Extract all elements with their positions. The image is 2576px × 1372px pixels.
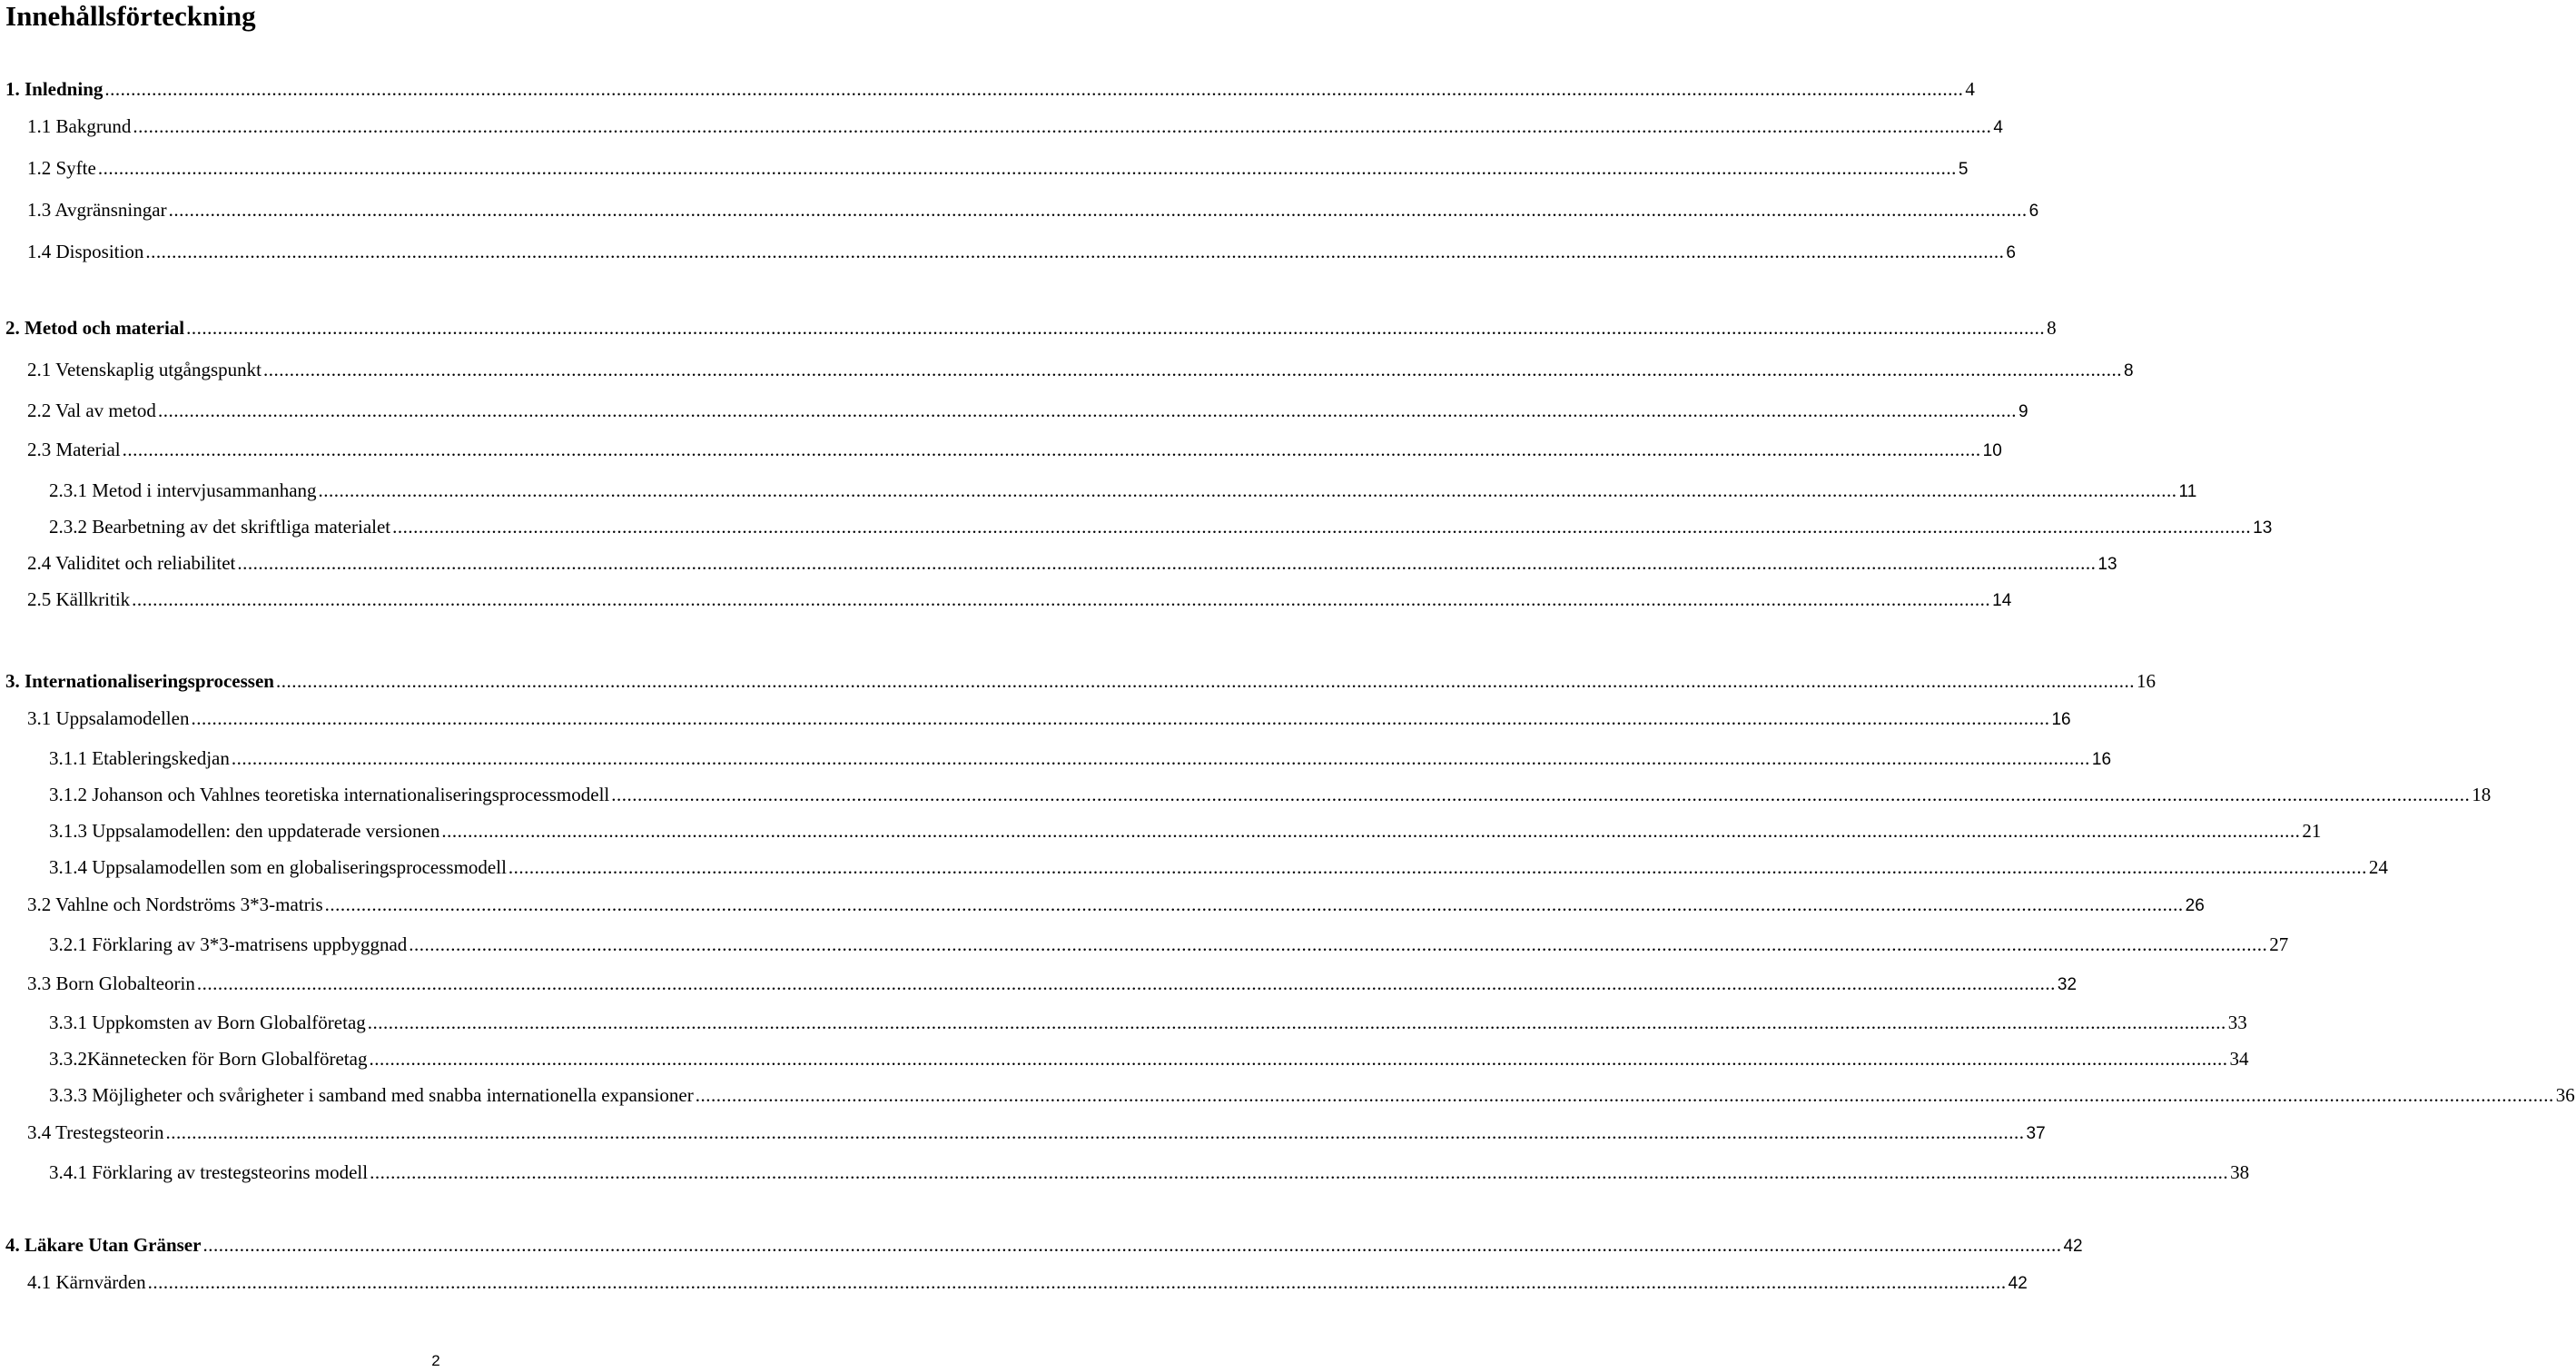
toc-entry-label: 2.2 Val av metod	[27, 400, 156, 421]
dot-leader: ....................................................................................................................................................................................................................................................................................................................................................................	[145, 241, 2005, 262]
toc-entry-label: 3.3.1 Uppkomsten av Born Globalföretag	[49, 1012, 366, 1033]
toc-entry-label: 2.3.2 Bearbetning av det skriftliga materialet	[49, 516, 391, 538]
dot-leader: ....................................................................................................................................................................................................................................................................................................................................................................	[370, 1161, 2229, 1183]
toc-entry-page: 18	[2472, 784, 2492, 805]
dot-leader: ....................................................................................................................................................................................................................................................................................................................................................................	[122, 439, 1981, 460]
toc-entry-page: 6	[2006, 243, 2016, 262]
dot-leader: ....................................................................................................................................................................................................................................................................................................................................................................	[318, 479, 2177, 501]
toc-entry[interactable]	[27, 240, 2016, 263]
toc-entry-label: 3.2 Vahlne och Nordströms 3*3-matris	[27, 893, 323, 915]
toc-entry[interactable]	[5, 77, 1975, 101]
dot-leader: ....................................................................................................................................................................................................................................................................................................................................................................	[611, 784, 2471, 805]
toc-entry-page: 10	[1982, 441, 2002, 460]
toc-entry-label: 3.1.4 Uppsalamodellen som en globaliseringsprocessmodell	[49, 856, 507, 878]
toc-entry[interactable]	[27, 706, 2071, 730]
toc-entry-label: 2. Metod och material	[5, 317, 185, 339]
toc-entry-page: 21	[2302, 820, 2322, 842]
dot-leader: ....................................................................................................................................................................................................................................................................................................................................................................	[263, 359, 2123, 380]
toc-entry[interactable]	[49, 746, 2112, 770]
toc-entry[interactable]	[49, 1047, 2249, 1071]
toc-entry-label: 3.1.2 Johanson och Vahlnes teoretiska internationaliseringsprocessmodell	[49, 784, 610, 805]
toc-entry-label: 1.2 Syfte	[27, 157, 96, 179]
dot-leader: ....................................................................................................................................................................................................................................................................................................................................................................	[97, 157, 1957, 179]
toc-entry[interactable]	[27, 893, 2205, 916]
toc-entry-page: 34	[2229, 1048, 2249, 1070]
toc-entry-label: 3.3.3 Möjligheter och svårigheter i samband med snabba internationella expansioner	[49, 1084, 694, 1106]
dot-leader: ....................................................................................................................................................................................................................................................................................................................................................................	[168, 199, 2028, 221]
dot-leader: ....................................................................................................................................................................................................................................................................................................................................................................	[191, 707, 2050, 729]
toc-entry[interactable]	[5, 669, 2156, 693]
toc-entry-page: 16	[2051, 710, 2071, 729]
toc-entry-page: 42	[2008, 1274, 2028, 1293]
page-number: 2	[431, 1352, 440, 1369]
toc-entry-page: 42	[2063, 1237, 2083, 1256]
toc-entry[interactable]	[5, 316, 2057, 340]
dot-leader: ....................................................................................................................................................................................................................................................................................................................................................................	[441, 820, 2301, 842]
toc-entry-page: 27	[2269, 933, 2289, 955]
dot-leader: ....................................................................................................................................................................................................................................................................................................................................................................	[392, 516, 2252, 538]
toc-entry[interactable]	[27, 587, 2012, 611]
toc-entry[interactable]	[49, 855, 2388, 879]
dot-leader: ....................................................................................................................................................................................................................................................................................................................................................................	[231, 747, 2090, 769]
toc-entry-label: 2.4 Validitet och reliabilitet	[27, 552, 236, 574]
toc-entry-page: 32	[2057, 975, 2078, 994]
toc-entry-page: 9	[2018, 402, 2028, 421]
dot-leader: ....................................................................................................................................................................................................................................................................................................................................................................	[367, 1012, 2226, 1033]
dot-leader: ....................................................................................................................................................................................................................................................................................................................................................................	[275, 670, 2135, 692]
dot-leader: ....................................................................................................................................................................................................................................................................................................................................................................	[157, 400, 2017, 421]
toc-entry-label: 3.3.2Kännetecken för Born Globalföretag	[49, 1048, 368, 1070]
toc-entry-page: 8	[2124, 361, 2134, 380]
toc-entry-page: 33	[2227, 1012, 2247, 1033]
dot-leader: ....................................................................................................................................................................................................................................................................................................................................................................	[202, 1234, 2062, 1256]
dot-leader: ....................................................................................................................................................................................................................................................................................................................................................................	[409, 933, 2268, 955]
dot-leader: ....................................................................................................................................................................................................................................................................................................................................................................	[147, 1271, 2007, 1293]
toc-entry-label: 3.4.1 Förklaring av trestegsteorins modell	[49, 1161, 369, 1183]
toc-entry-label: 4.1 Kärnvärden	[27, 1271, 146, 1293]
toc-entry-label: 3.2.1 Förklaring av 3*3-matrisens uppbyggnad	[49, 933, 408, 955]
toc-entry[interactable]	[49, 1011, 2247, 1034]
toc-entry[interactable]	[27, 551, 2117, 575]
toc-entry[interactable]	[27, 399, 2028, 422]
toc-entry[interactable]	[27, 358, 2134, 381]
toc-entry[interactable]	[27, 198, 2039, 222]
toc-entry-label: 3.1.3 Uppsalamodellen: den uppdaterade versionen	[49, 820, 440, 842]
toc-entry-label: 2.5 Källkritik	[27, 588, 131, 610]
dot-leader: ....................................................................................................................................................................................................................................................................................................................................................................	[104, 78, 1964, 100]
toc-entry-page: 14	[1992, 591, 2012, 610]
toc-entry-page: 16	[2091, 750, 2112, 769]
toc-title: Innehållsförteckning	[5, 0, 256, 32]
toc-entry-page: 37	[2026, 1124, 2046, 1143]
toc-entry-label: 2.3.1 Metod i intervjusammanhang	[49, 479, 317, 501]
toc-entry-label: 3.1 Uppsalamodellen	[27, 707, 190, 729]
toc-entry-label: 2.1 Vetenskaplig utgångspunkt	[27, 359, 262, 380]
toc-entry-page: 4	[1993, 118, 2003, 137]
toc-entry-label: 3.3 Born Globalteorin	[27, 972, 195, 994]
dot-leader: ....................................................................................................................................................................................................................................................................................................................................................................	[369, 1048, 2228, 1070]
toc-entry[interactable]	[49, 515, 2273, 538]
toc-entry-page: 4	[1965, 78, 1975, 100]
toc-entry[interactable]	[49, 479, 2197, 502]
dot-leader: ....................................................................................................................................................................................................................................................................................................................................................................	[695, 1084, 2554, 1106]
toc-entry[interactable]	[27, 972, 2078, 995]
toc-entry[interactable]	[27, 156, 1969, 180]
toc-entry-page: 8	[2047, 317, 2057, 339]
toc-entry[interactable]	[27, 1270, 2028, 1294]
toc-entry-page: 16	[2136, 670, 2156, 692]
toc-entry-label: 1.3 Avgränsningar	[27, 199, 167, 221]
toc-entry[interactable]	[49, 1160, 2250, 1184]
toc-entry[interactable]	[5, 1233, 2083, 1257]
dot-leader: ....................................................................................................................................................................................................................................................................................................................................................................	[165, 1121, 2025, 1143]
toc-entry-page: 13	[2253, 518, 2273, 538]
toc-entry[interactable]	[27, 114, 2003, 138]
toc-entry-page: 6	[2028, 202, 2039, 221]
toc-entry-page: 24	[2368, 856, 2388, 878]
toc-entry-label: 1. Inledning	[5, 78, 104, 100]
dot-leader: ....................................................................................................................................................................................................................................................................................................................................................................	[186, 317, 2046, 339]
toc-entry[interactable]	[49, 783, 2492, 806]
toc-entry[interactable]	[49, 933, 2289, 956]
dot-leader: ....................................................................................................................................................................................................................................................................................................................................................................	[196, 972, 2056, 994]
dot-leader: ....................................................................................................................................................................................................................................................................................................................................................................	[324, 893, 2184, 915]
toc-entry[interactable]	[27, 1120, 2046, 1144]
dot-leader: ....................................................................................................................................................................................................................................................................................................................................................................	[132, 588, 1991, 610]
toc-entry-page: 36	[2555, 1084, 2575, 1106]
toc-entry[interactable]	[49, 819, 2322, 843]
toc-entry-page: 13	[2097, 555, 2117, 574]
dot-leader: ....................................................................................................................................................................................................................................................................................................................................................................	[237, 552, 2097, 574]
dot-leader: ....................................................................................................................................................................................................................................................................................................................................................................	[133, 115, 1992, 137]
dot-leader: ....................................................................................................................................................................................................................................................................................................................................................................	[508, 856, 2367, 878]
toc-entry-label: 2.3 Material	[27, 439, 121, 460]
toc-entry-label: 1.4 Disposition	[27, 241, 144, 262]
toc-entry[interactable]	[49, 1083, 2575, 1107]
toc-entry-page: 38	[2230, 1161, 2250, 1183]
toc-entry[interactable]	[27, 438, 2002, 461]
toc-entry-label: 3.1.1 Etableringskedjan	[49, 747, 230, 769]
toc-entry-label: 3.4 Trestegsteorin	[27, 1121, 164, 1143]
toc-entry-label: 3. Internationaliseringsprocessen	[5, 670, 274, 692]
toc-entry-label: 4. Läkare Utan Gränser	[5, 1234, 202, 1256]
toc-entry-page: 5	[1958, 160, 1969, 179]
toc-entry-label: 1.1 Bakgrund	[27, 115, 132, 137]
toc-entry-page: 26	[2185, 896, 2205, 915]
toc-entry-page: 11	[2178, 482, 2197, 501]
